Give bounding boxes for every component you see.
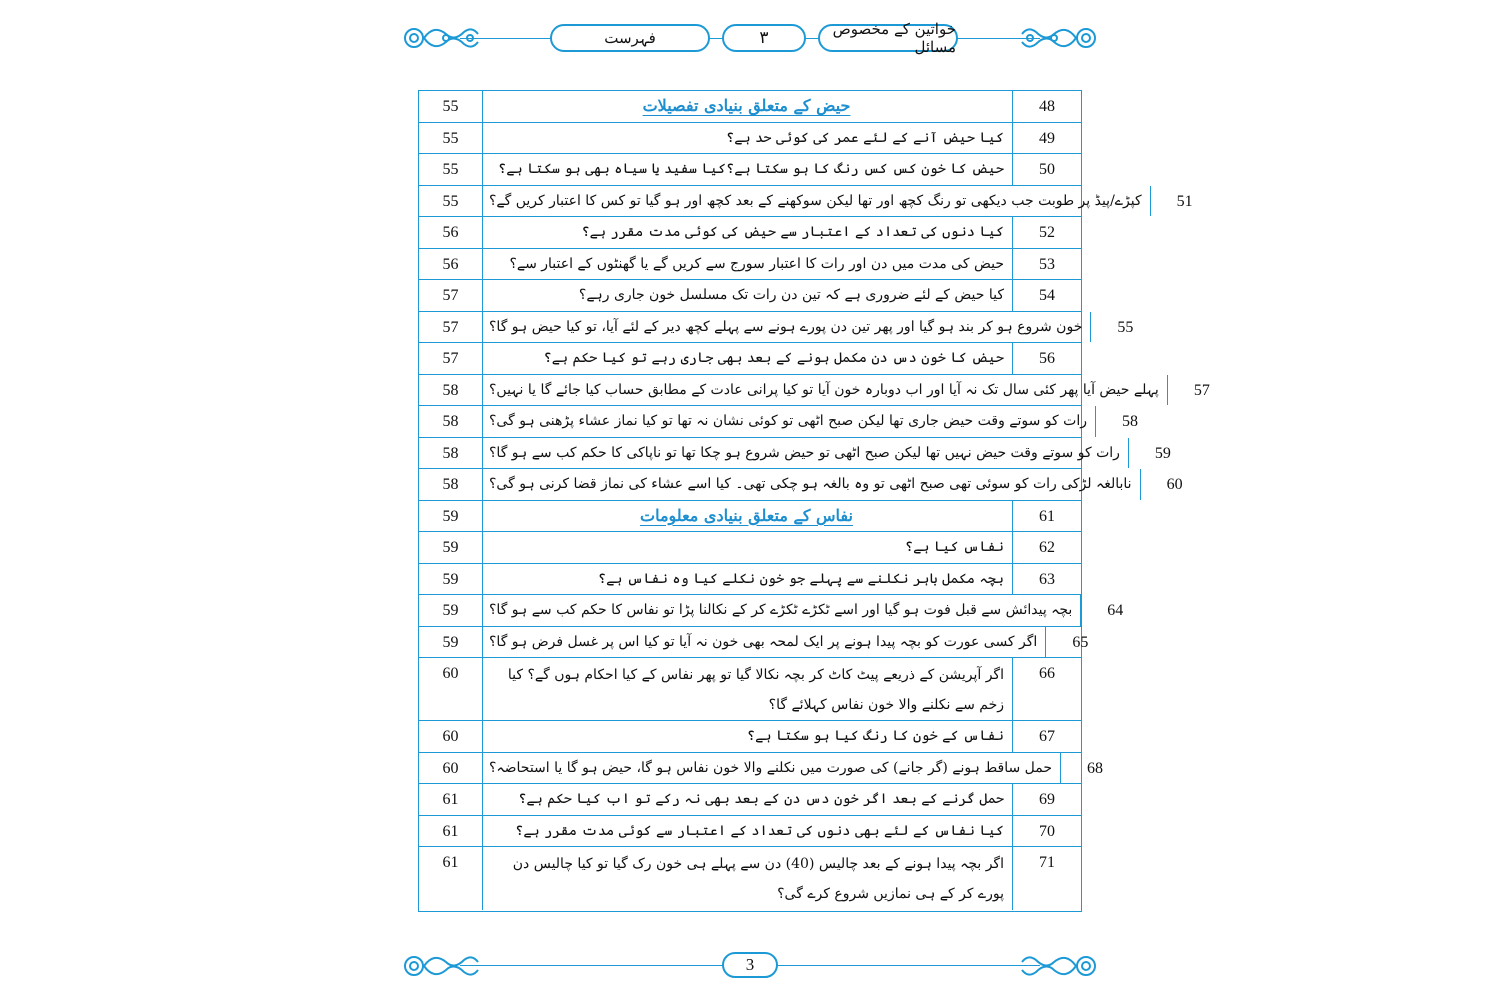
section-title: فہرست (550, 24, 710, 52)
page-footer (400, 944, 1100, 990)
toc-page-number: 60 (419, 721, 483, 752)
header-page-number: ۳ (722, 24, 806, 52)
table-row (419, 532, 1081, 564)
toc-entry-number: 61 (1039, 507, 1055, 525)
toc-entry-number: 51 (1176, 192, 1193, 210)
toc-page-number: 60 (419, 753, 483, 784)
toc-page-number: 58 (419, 438, 483, 469)
toc-entry-text: حیض کا خون دس دن مکمل ہونے کے بعد بھی جاری رہے تو کیا حکم ہے؟ (483, 343, 1013, 374)
toc-page-number: 59 (419, 501, 483, 532)
toc-entry-text: نفاس کے خون کا رنگ کیا ہو سکتا ہے؟ (483, 721, 1013, 752)
toc-section-heading: حیض کے متعلق بنیادی تفصیلات (483, 91, 1013, 122)
page-header (400, 16, 1100, 62)
toc-entry-number: 54 (1039, 287, 1055, 304)
toc-page-number: 58 (419, 375, 483, 406)
toc-entry-text: حمل گرنے کے بعد اگر خون دس دن کے بعد بھی نہ رکے تو اب کیا حکم ہے؟ (483, 784, 1013, 815)
toc-page-number: 59 (419, 564, 483, 595)
toc-page-number: 56 (419, 217, 483, 248)
toc-page-number: 59 (419, 532, 483, 563)
toc-entry-text: اگر بچہ پیدا ہونے کے بعد چالیس (40) دن سے پہلے ہی خون رک گیا تو کیا چالیس دن پورے کر کے ہی نمازیں شروع کرے گی؟ (483, 847, 1013, 910)
toc-entry-number: 68 (1087, 759, 1104, 777)
toc-entry-number: 62 (1039, 539, 1055, 556)
floral-ornament-icon (400, 946, 492, 986)
toc-page-number: 56 (419, 249, 483, 280)
toc-entry-text: رات کو سوتے وقت حیض جاری تھا لیکن صبح اٹھی تو کوئی نشان نہ تھا تو کیا نماز عشاء پڑھنی ہو گی؟ (483, 406, 1096, 437)
toc-entry-number: 50 (1039, 161, 1055, 178)
toc-entry-number: 60 (1166, 476, 1183, 493)
toc-entry-number: 57 (1193, 381, 1210, 399)
table-row (419, 438, 1171, 470)
toc-entry-number: 49 (1039, 129, 1055, 147)
toc-entry-text: بچہ مکمل باہر نکلنے سے پہلے جو خون نکلے کیا وہ نفاس ہے؟ (483, 564, 1013, 595)
table-row (419, 406, 1138, 438)
table-row (419, 753, 1104, 785)
table-row (419, 658, 1081, 721)
table-row (419, 186, 1193, 218)
table-row (419, 816, 1081, 848)
toc-entry-number: 64 (1107, 602, 1124, 619)
toc-entry-number: 53 (1039, 255, 1055, 273)
toc-page-number: 57 (419, 280, 483, 311)
footer-page-number: 3 (722, 952, 778, 978)
table-row (419, 343, 1081, 375)
toc-entry-text: حیض کی مدت میں دن اور رات کا اعتبار سورج سے کریں گے یا گھنٹوں کے اعتبار سے؟ (483, 249, 1013, 280)
table-row (419, 627, 1089, 659)
toc-entry-number: 59 (1154, 444, 1171, 462)
toc-entry-text: کیا حیض کے لئے ضروری ہے کہ تین دن رات تک مسلسل خون جاری رہے؟ (483, 280, 1013, 311)
table-row (419, 564, 1081, 596)
toc-entry-number: 52 (1039, 224, 1055, 241)
toc-entry-number: 66 (1039, 665, 1055, 682)
table-row (419, 501, 1081, 533)
table-row (419, 123, 1081, 155)
toc-section-heading: نفاس کے متعلق بنیادی معلومات (483, 501, 1013, 532)
toc-entry-text: کپڑے/پیڈ پر طوبت جب دیکھی تو رنگ کچھ اور تھا لیکن سوکھنے کے بعد کچھ اور ہو گیا تو کس کا اعتبار کریں گے؟ (483, 186, 1151, 217)
toc-entry-number: 70 (1039, 822, 1055, 840)
toc-entry-number: 58 (1122, 413, 1138, 430)
toc-page-number: 60 (419, 658, 483, 720)
toc-entry-text: بچہ پیدائش سے قبل فوت ہو گیا اور اسے ٹکڑے ٹکڑے کر کے نکالنا پڑا تو نفاس کا حکم کب سے ہو گا؟ (483, 595, 1081, 626)
toc-entry-number: 48 (1039, 98, 1055, 115)
toc-page-number: 58 (419, 406, 483, 437)
toc-entry-number: 65 (1072, 633, 1089, 651)
toc-page-number: 55 (419, 91, 483, 122)
toc-entry-text: کیا دنوں کی تعداد کے اعتبار سے حیض کی کوئی مدت مقرر ہے؟ (483, 217, 1013, 248)
table-row (419, 847, 1081, 910)
toc-page-number: 59 (419, 627, 483, 658)
toc-entry-number: 69 (1039, 791, 1055, 808)
table-row (419, 91, 1081, 123)
toc-entry-text: حمل ساقط ہونے (گر جانے) کی صورت میں نکلنے والا خون نفاس ہو گا، حیض ہو گا یا استحاضہ؟ (483, 753, 1061, 784)
toc-page-number: 55 (419, 186, 483, 217)
table-row (419, 154, 1081, 186)
toc-entry-text: نابالغہ لڑکی رات کو سوئی تھی صبح اٹھی تو وہ بالغہ ہو چکی تھی۔ کیا اسے عشاء کی نماز قضا کرنی ہو گی؟ (483, 469, 1141, 500)
table-row (419, 721, 1081, 753)
toc-entry-number: 67 (1039, 728, 1055, 745)
toc-page-number: 58 (419, 469, 483, 500)
floral-ornament-icon (400, 18, 492, 58)
toc-entry-text: پہلے حیض آیا پھر کئی سال تک نہ آیا اور اب دوبارہ خون آیا تو کیا پرانی عادت کے مطابق حساب کیا جائے گا یا نہیں؟ (483, 375, 1168, 406)
toc-entry-number: 56 (1039, 350, 1055, 367)
table-row (419, 595, 1124, 627)
table-row (419, 469, 1183, 501)
toc-page-number: 55 (419, 154, 483, 185)
toc-entry-number: 63 (1039, 570, 1055, 588)
toc-page-number: 61 (419, 784, 483, 815)
toc-entry-text: حیض کا خون کس کس رنگ کا ہو سکتا ہے؟کیا سفید یا سیاہ بھی ہو سکتا ہے؟ (483, 154, 1013, 185)
table-row (419, 249, 1081, 281)
floral-ornament-icon (1008, 18, 1100, 58)
toc-entry-text: رات کو سوتے وقت حیض نہیں تھا لیکن صبح اٹھی تو حیض شروع ہو چکا تھا تو ناپاکی کا حکم کب سے ہو گا؟ (483, 438, 1129, 469)
book-title: خواتین کے مخصوص مسائل (818, 24, 958, 52)
table-of-contents (418, 90, 1210, 912)
toc-entry-text: کیا نفاس کے لئے بھی دنوں کی تعداد کے اعتبار سے کوئی مدت مقرر ہے؟ (483, 816, 1013, 847)
table-row (419, 375, 1210, 407)
table-row (419, 217, 1081, 249)
toc-entry-number: 55 (1117, 318, 1134, 336)
table-row (419, 784, 1081, 816)
floral-ornament-icon (1008, 946, 1100, 986)
toc-page-number: 57 (419, 343, 483, 374)
toc-entry-text: خون شروع ہو کر بند ہو گیا اور پھر تین دن پورے ہونے سے پہلے کچھ دیر کے لئے آیا، تو کیا حیض ہو گا؟ (483, 312, 1091, 343)
toc-entry-number: 71 (1039, 854, 1055, 871)
toc-entry-text: اگر آپریشن کے ذریعے پیٹ کاٹ کر بچہ نکالا گیا تو پھر نفاس کے کیا احکام ہوں گے؟ کیا زخم سے نکلنے والا خون نفاس کہلائے گا؟ (483, 658, 1013, 720)
toc-entry-text: اگر کسی عورت کو بچہ پیدا ہونے پر ایک لمحہ بھی خون نہ آیا تو کیا اس پر غسل فرض ہو گا؟ (483, 627, 1046, 658)
toc-entry-text: نفاس کیا ہے؟ (483, 532, 1013, 563)
toc-page-number: 55 (419, 123, 483, 154)
table-row (419, 280, 1081, 312)
toc-entry-text: کیا حیض آنے کے لئے عمر کی کوئی حد ہے؟ (483, 123, 1013, 154)
toc-page-number: 57 (419, 312, 483, 343)
toc-page-number: 59 (419, 595, 483, 626)
toc-page-number: 61 (419, 847, 483, 910)
table-row (419, 312, 1134, 344)
toc-page-number: 61 (419, 816, 483, 847)
